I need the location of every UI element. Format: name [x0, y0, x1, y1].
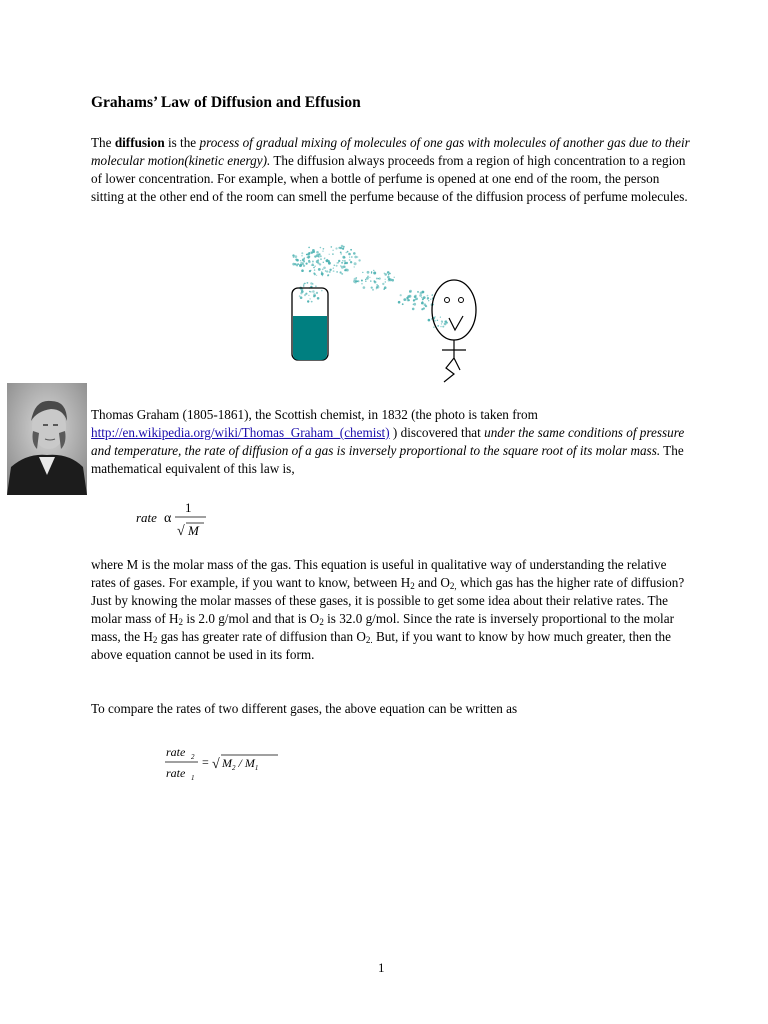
mist-dot: [357, 280, 359, 282]
mist-dot: [369, 277, 370, 278]
mist-dot: [342, 256, 345, 259]
text-span: which gas has the higher rate of diffusion? Just by knowing the molar masses of these gases, it is possible to get some idea about their relative rates. The molar mass of H: [91, 575, 685, 626]
mist-dot: [370, 280, 371, 281]
mist-dot: [412, 308, 415, 311]
mist-dot: [307, 300, 309, 302]
mist-dot: [358, 259, 360, 261]
equation-rate-ratio: [162, 740, 292, 784]
mist-dot: [353, 252, 356, 255]
text-span: But, if you want to know by how much greater, then the above equation cannot be used in its form.: [91, 629, 671, 662]
mist-dot: [295, 259, 297, 261]
mist-dot: [317, 297, 320, 300]
mist-dot: [408, 295, 411, 298]
mist-dot: [427, 297, 429, 299]
mist-dot: [306, 254, 307, 255]
mist-dot: [292, 263, 295, 266]
mist-dot: [332, 253, 334, 255]
mist-dot: [408, 299, 410, 301]
mist-dot: [316, 251, 319, 254]
mist-dot: [344, 269, 346, 271]
mist-dot: [300, 296, 303, 299]
mist-dot: [440, 326, 442, 328]
eq2-rhs-sub1: 2: [232, 764, 236, 772]
mist-dot: [327, 275, 329, 277]
subscript: 2.: [365, 635, 373, 645]
mist-dot: [336, 265, 338, 267]
mist-dot: [308, 252, 310, 254]
mist-dot: [312, 290, 315, 293]
mist-dot: [419, 294, 422, 297]
mist-dot: [301, 290, 304, 293]
eq1-numerator: 1: [185, 500, 192, 515]
text-span: is 2.0 g/mol and that is O: [183, 611, 320, 626]
mist-dot: [312, 261, 314, 263]
mist-dot: [314, 269, 315, 270]
mist-dot: [321, 290, 323, 292]
paragraph-relative-rates: [91, 556, 691, 664]
mist-dot: [378, 278, 379, 279]
document-title: Grahams’ Law of Diffusion and Effusion: [91, 94, 361, 111]
mist-dot: [327, 259, 329, 261]
mist-dot: [308, 247, 310, 249]
mist-dot: [415, 298, 418, 301]
mist-dot: [400, 294, 402, 296]
mist-dot: [320, 247, 322, 249]
mist-dot: [351, 256, 353, 258]
mist-dot: [372, 289, 374, 291]
mist-dot: [444, 323, 447, 326]
mist-dot: [340, 271, 342, 273]
mist-dot: [306, 263, 308, 265]
mist-dot: [310, 282, 312, 284]
mist-dot: [376, 286, 379, 289]
mist-dot: [409, 291, 411, 293]
mist-dot: [385, 279, 386, 280]
mist-dot: [413, 303, 416, 306]
mist-dot: [335, 247, 337, 249]
mist-dot: [302, 259, 305, 262]
mist-dot: [316, 254, 319, 257]
mist-dot: [442, 326, 444, 328]
mist-dot: [331, 246, 333, 248]
mist-dot: [373, 272, 376, 275]
mist-dot: [349, 257, 350, 258]
mist-dot: [403, 298, 406, 301]
mist-dot: [322, 275, 323, 276]
mist-dot: [329, 269, 331, 271]
mist-dot: [323, 267, 326, 270]
mist-dot: [315, 285, 317, 287]
mist-dot: [347, 251, 349, 253]
mist-dot: [340, 253, 342, 255]
mist-dot: [308, 255, 311, 258]
mist-dot: [421, 308, 423, 310]
mist-dot: [320, 258, 322, 260]
mist-dot: [421, 297, 422, 298]
mist-dot: [417, 291, 419, 293]
subscript: 2,: [449, 581, 457, 591]
perfume-diffusion-illustration: [286, 240, 482, 392]
mist-dot: [427, 295, 429, 297]
text-span: gas has greater rate of diffusion than O: [157, 629, 366, 644]
mist-dot: [371, 271, 372, 272]
mist-dot: [367, 276, 369, 278]
mist-dot: [350, 261, 352, 263]
text-span: Thomas Graham (1805-1861), the Scottish chemist, in 1832 (the photo is taken from: [91, 407, 538, 422]
mist-dot: [421, 302, 424, 305]
mist-dot: [297, 263, 299, 265]
mist-dot: [376, 278, 378, 280]
mist-dot: [311, 265, 312, 266]
equation-rate-proportional: [136, 496, 216, 540]
mist-dot: [305, 293, 307, 295]
eq1-denominator: M: [188, 523, 199, 538]
mist-dot: [313, 267, 314, 268]
text-span: The: [91, 135, 115, 150]
mist-dot: [431, 295, 432, 296]
text-span: where M is the molar mass of the gas. This equation is useful in qualitative way of understanding the relative rates of gases. For example, if you want to know, between H: [91, 557, 667, 590]
mist-dot: [338, 260, 340, 262]
mist-dot: [354, 262, 357, 265]
mist-dot: [348, 253, 351, 256]
mist-dot: [307, 282, 309, 284]
mist-dot: [349, 259, 351, 261]
mist-dot: [437, 320, 438, 321]
mist-dot: [354, 266, 355, 267]
mist-dot: [406, 297, 408, 299]
mist-dot: [309, 298, 310, 299]
mist-dot: [313, 272, 315, 274]
mist-dot: [446, 322, 448, 324]
mist-dot: [373, 270, 374, 271]
subscript: 2: [152, 635, 158, 645]
mist-dot: [346, 252, 347, 253]
eq1-symbol: α: [164, 511, 172, 526]
mist-dot: [292, 254, 294, 256]
mist-dot: [402, 303, 404, 305]
mist-dot: [309, 270, 311, 272]
mist-dot: [434, 316, 435, 317]
mist-dot: [434, 320, 436, 322]
mist-dot: [313, 295, 315, 297]
mist-dot: [361, 283, 363, 285]
mist-dot: [308, 295, 309, 296]
mist-dot: [324, 257, 325, 258]
mist-dot: [361, 280, 363, 282]
mist-dot: [314, 265, 316, 267]
mist-dot: [365, 280, 367, 282]
text-span: is the: [164, 135, 200, 150]
mist-dot: [323, 262, 324, 263]
mist-dot: [384, 273, 385, 274]
mist-dot: [354, 256, 357, 259]
mist-dot: [342, 248, 344, 250]
text-span: The mathematical equivalent of this law is,: [91, 443, 684, 476]
mist-dot: [323, 248, 325, 250]
mist-dot: [431, 318, 432, 319]
eq2-num-sub: 2: [191, 753, 195, 761]
mist-dot: [388, 274, 389, 275]
mist-dot: [318, 268, 321, 271]
mist-dot: [428, 319, 431, 322]
mist-dot: [312, 264, 314, 266]
eq1-lhs: rate: [136, 510, 157, 525]
mist-dot: [423, 296, 426, 299]
mist-dot: [320, 255, 322, 257]
mist-dot: [304, 283, 306, 285]
mist-dot: [338, 262, 339, 263]
mist-dot: [344, 260, 346, 262]
mist-dot: [303, 265, 305, 267]
mist-dot: [316, 275, 317, 276]
mist-dot: [343, 265, 346, 268]
term-diffusion: diffusion: [114, 135, 165, 150]
paragraph-diffusion-definition: [91, 134, 691, 206]
eq2-slash: /: [235, 756, 245, 770]
mist-dot: [340, 247, 342, 249]
mist-dot: [371, 287, 373, 289]
mist-dot: [387, 271, 390, 274]
mist-dot: [398, 301, 401, 304]
paragraph-graham-law: [91, 406, 691, 478]
mist-dot: [341, 262, 343, 264]
mist-dot: [308, 261, 311, 264]
mist-dot: [319, 263, 321, 265]
text-span: ) discovered that: [389, 425, 485, 440]
mist-dot: [301, 269, 304, 272]
mist-dot: [294, 255, 297, 258]
mist-dot: [341, 273, 343, 275]
mist-dot: [363, 286, 366, 289]
mist-dot: [342, 260, 343, 261]
mist-dot: [354, 281, 356, 283]
mist-dot: [336, 271, 338, 273]
eq2-den: rate: [166, 766, 186, 780]
mist-dot: [428, 300, 429, 301]
svg-text:M2 / M1: [221, 756, 258, 772]
mist-dot: [325, 270, 326, 271]
mist-dot: [344, 262, 346, 264]
mist-dot: [394, 277, 395, 278]
mist-dot: [303, 285, 305, 287]
mist-dot: [301, 255, 302, 256]
mist-dot: [433, 326, 435, 328]
mist-dot: [340, 265, 341, 266]
mist-dot: [385, 281, 386, 282]
mist-dot: [299, 265, 302, 268]
subscript: 2: [178, 617, 184, 627]
mist-dot: [340, 252, 342, 254]
mist-dot: [357, 256, 359, 258]
law-statement: under the same conditions of pressure and temperature, the rate of diffusion of a gas is inversely proportional to the square root of its molar mass.: [91, 425, 685, 458]
mist-dot: [382, 283, 384, 285]
mist-dot: [441, 323, 442, 324]
mist-dot: [350, 249, 352, 251]
mist-dot: [367, 271, 370, 274]
mist-dot: [374, 280, 376, 282]
wikipedia-link[interactable]: http://en.wikipedia.org/wiki/Thomas_Graham_(chemist): [91, 425, 390, 440]
mist-dot: [321, 273, 324, 276]
mist-dot: [311, 301, 313, 303]
mist-dot: [440, 317, 441, 318]
mist-dot: [333, 270, 335, 272]
mist-dot: [356, 277, 358, 279]
page-number: 1: [378, 960, 385, 975]
eq2-equals: =: [202, 755, 209, 769]
mist-dot: [316, 292, 318, 294]
mist-dot: [430, 299, 431, 300]
eq2-num: rate: [166, 745, 186, 759]
mist-dot: [321, 271, 322, 272]
mist-dot: [303, 261, 305, 263]
mist-dot: [362, 272, 363, 273]
mist-dot: [376, 288, 377, 289]
mist-dot: [326, 270, 328, 272]
eq2-rhs-sub2: 1: [254, 764, 259, 772]
definition-text: process of gradual mixing of molecules of one gas with molecules of another gas due to their molecular motion(kinetic energy).: [91, 135, 690, 168]
mist-dot: [322, 269, 324, 271]
eq2-rhs2: M: [244, 756, 255, 770]
subscript: 2: [319, 617, 324, 627]
mist-dot: [343, 246, 345, 248]
mist-dot: [322, 251, 323, 252]
mist-dot: [332, 250, 333, 251]
mist-dot: [365, 279, 366, 280]
mist-dot: [309, 291, 311, 293]
mist-dot: [329, 271, 331, 273]
mist-dot: [415, 295, 417, 297]
eq2-den-sub: 1: [191, 774, 195, 782]
mist-dot: [424, 303, 427, 306]
paragraph-compare-rates: To compare the rates of two different gases, the above equation can be written as: [91, 701, 518, 716]
subscript: 2: [410, 581, 415, 591]
mist-dot: [441, 320, 443, 322]
mist-dot: [293, 257, 294, 258]
mist-dot: [301, 252, 303, 254]
mist-dot: [299, 295, 301, 297]
mist-dot: [334, 265, 336, 267]
mist-dot: [300, 260, 301, 261]
eq1-radical: √: [177, 524, 185, 539]
eq2-radical: √: [212, 757, 220, 772]
mist-dot: [295, 264, 297, 266]
text-span: The diffusion always proceeds from a region of high concentration to a region of lower concentration. For example, when a bottle of perfume is opened at one end of the room, the person sitting at the other end of the room can smell the perfume because of the diffusion process of perfume molecules.: [91, 153, 688, 204]
mist-dot: [333, 268, 334, 269]
mist-dot: [384, 286, 387, 289]
text-span: and O: [414, 575, 450, 590]
thomas-graham-portrait: [7, 383, 87, 495]
mist-dot: [310, 251, 313, 254]
mist-dot: [302, 264, 303, 265]
text-span: is 32.0 g/mol. Since the rate is inversely proportional to the molar mass, the H: [91, 611, 674, 644]
mist-dot: [329, 254, 330, 255]
mist-dot: [444, 321, 446, 323]
mist-dot: [389, 278, 392, 281]
eq2-rhs: M: [222, 756, 232, 770]
mist-dot: [437, 325, 439, 327]
mist-dot: [420, 292, 423, 295]
